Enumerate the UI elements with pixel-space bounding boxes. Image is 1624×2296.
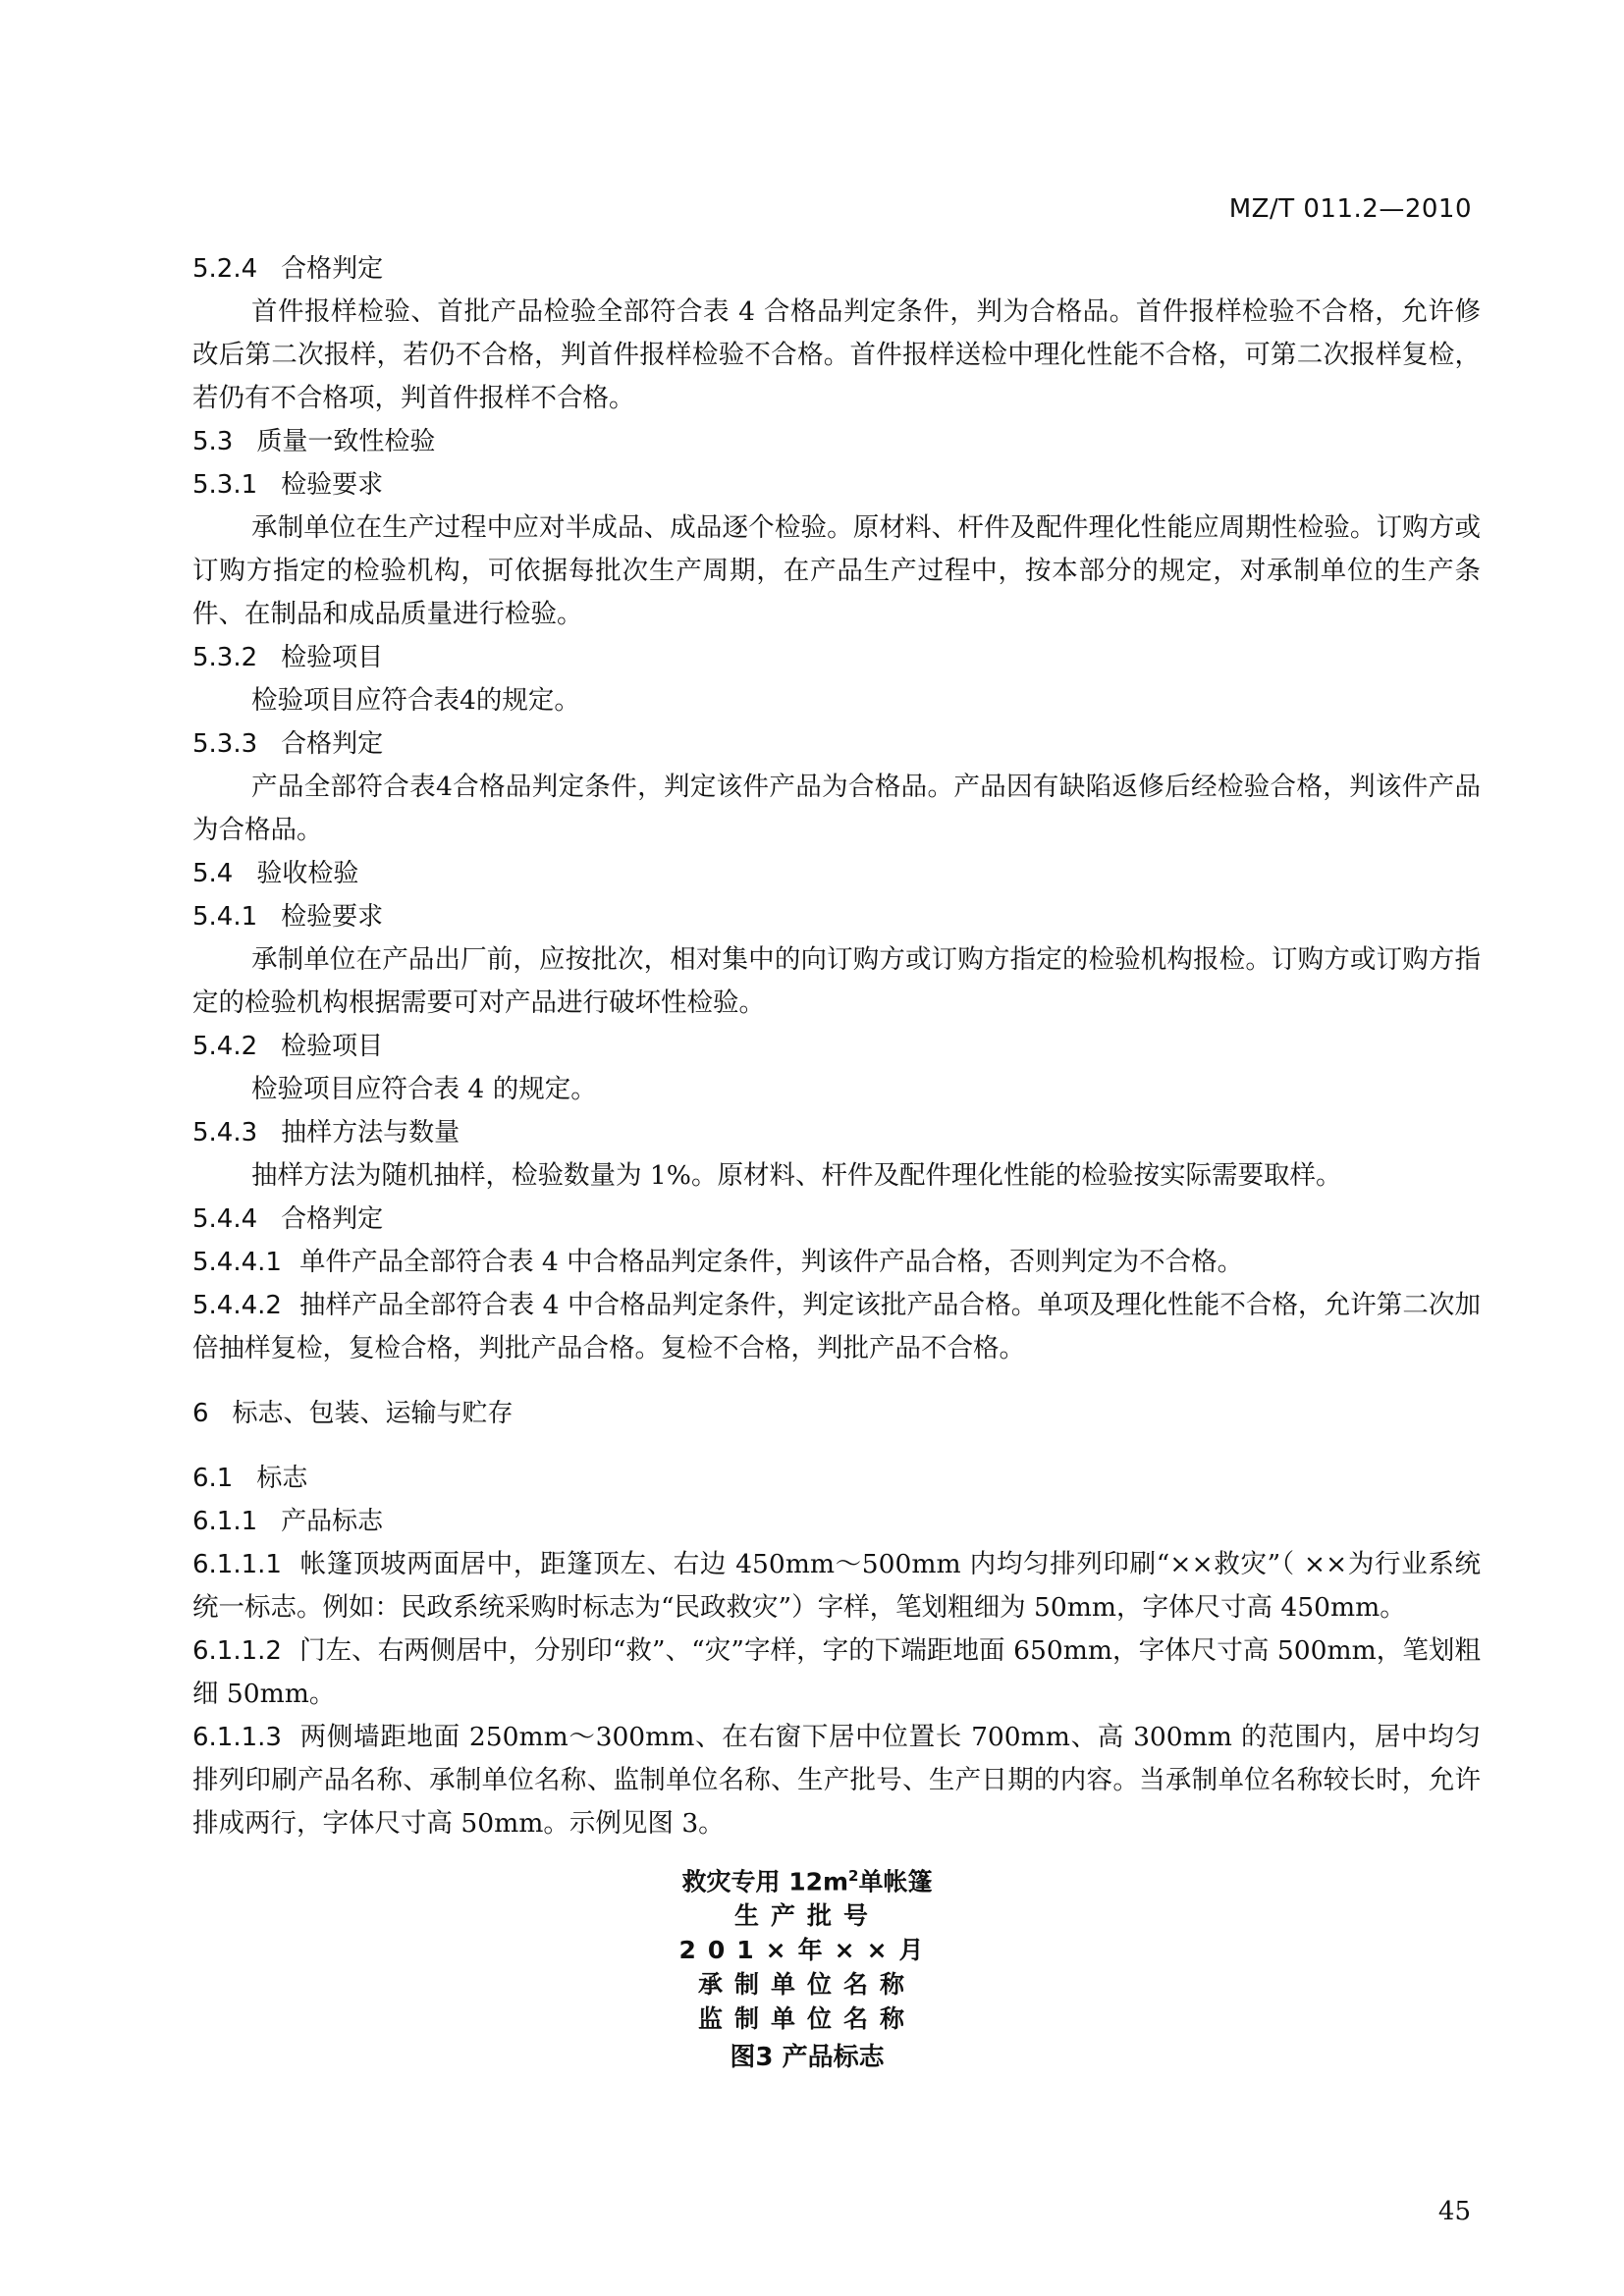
section-title: 检验要求 [281, 902, 384, 932]
document-code: MZ/T 011.2—2010 [1228, 194, 1472, 224]
paragraph-5-2-4: 首件报样检验、首批产品检验全部符合表 4 合格品判定条件，判为合格品。首件报样检验不合格，允许修改后第二次报样，若仍不合格，判首件报样检验不合格。首件报样送检中理化性能不合格，可第二次报样复检，若仍有不合格项，判首件报样不合格。 [192, 296, 1481, 413]
label-superscript: 2 [848, 1867, 859, 1885]
label-line-manufacturer: 承制单位名称 [697, 1970, 916, 2000]
heading-5-2-4 [192, 247, 1481, 291]
paragraph-5-4-2: 检验项目应符合表 4 的规定。 [251, 1074, 597, 1104]
section-number: 5.3 [192, 427, 234, 456]
section-title: 产品标志 [281, 1507, 384, 1536]
label-text: 单帐篷 [858, 1867, 933, 1896]
clause-number: 5.4.4.2 [192, 1291, 282, 1320]
heading-6-1-1 [192, 1500, 1481, 1543]
clause-text: 抽样产品全部符合表 4 中合格品判定条件，判定该批产品合格。单项及理化性能不合格，允许第二次加倍抽样复检，复检合格，判批产品合格。复检不合格，判批产品不合格。 [192, 1290, 1481, 1363]
product-label-figure [192, 1859, 1481, 2036]
clause-5-4-4-2 [192, 1284, 1481, 1370]
page-number: 45 [1437, 2197, 1471, 2226]
section-number: 5.2.4 [192, 254, 258, 284]
heading-5-3-2 [192, 636, 1481, 679]
heading-5-4 [192, 852, 1481, 895]
section-title: 标志 [256, 1464, 308, 1493]
paragraph-5-3-1: 承制单位在生产过程中应对半成品、成品逐个检验。原材料、杆件及配件理化性能应周期性检验。订购方或订购方指定的检验机构，可依据每批次生产周期，在产品生产过程中，按本部分的规定，对承制单位的生产条件、在制品和成品质量进行检验。 [192, 512, 1481, 629]
section-number: 5.4.1 [192, 902, 258, 932]
spacer [192, 1370, 1481, 1392]
label-line-batch-number: 生产批号 [733, 1901, 880, 1931]
section-number: 5.4.3 [192, 1118, 258, 1148]
section-title: 检验项目 [281, 1032, 384, 1061]
heading-5-4-4 [192, 1198, 1481, 1241]
paragraph-5-3-2: 检验项目应符合表4的规定。 [251, 685, 580, 716]
label-line-production-date: 201×年××月 [678, 1936, 936, 1965]
heading-5-4-3 [192, 1111, 1481, 1154]
paragraph-5-3-3: 产品全部符合表4合格品判定条件，判定该件产品为合格品。产品因有缺陷返修后经检验合格，判该件产品为合格品。 [192, 772, 1481, 845]
heading-5-4-1 [192, 895, 1481, 938]
section-number: 6.1.1 [192, 1507, 258, 1536]
clause-text: 单件产品全部符合表 4 中合格品判定条件，判该件产品合格，否则判定为不合格。 [298, 1247, 1244, 1277]
heading-5-3 [192, 420, 1481, 463]
heading-5-3-3 [192, 722, 1481, 766]
clause-number: 6.1.1.1 [192, 1550, 282, 1579]
section-title: 抽样方法与数量 [281, 1118, 460, 1148]
section-title: 合格判定 [281, 1204, 384, 1234]
section-number: 5.3.1 [192, 470, 258, 500]
clause-text: 帐篷顶坡两面居中，距篷顶左、右边 450mm～500mm 内均匀排列印刷“××救灾”（ ××为行业系统统一标志。例如：民政系统采购时标志为“民政救灾”）字样，笔划粗细为 50mm，字体尺寸高 450mm。 [192, 1549, 1481, 1623]
heading-6 [192, 1392, 1481, 1435]
clause-number: 5.4.4.1 [192, 1248, 282, 1277]
clause-text: 两侧墙距地面 250mm～300mm、在右窗下居中位置长 700mm、高 300mm 的范围内，居中均匀排列印刷产品名称、承制单位名称、监制单位名称、生产批号、生产日期的内容。当承制单位名称较长时，允许排成两行，字体尺寸高 50mm。示例见图 3。 [192, 1722, 1481, 1839]
document-body [192, 247, 1481, 2079]
section-number: 5.4 [192, 859, 234, 888]
label-line-product-name [192, 1859, 1422, 1898]
label-text: 救灾专用 12m [681, 1867, 849, 1896]
section-title: 合格判定 [281, 729, 384, 759]
paragraph-5-4-1: 承制单位在产品出厂前，应按批次，相对集中的向订购方或订购方指定的检验机构报检。订购方或订购方指定的检验机构根据需要可对产品进行破坏性检验。 [192, 944, 1481, 1018]
section-title: 检验项目 [281, 643, 384, 672]
clause-5-4-4-1 [192, 1241, 1481, 1284]
figure-caption: 图3 产品标志 [730, 2043, 885, 2073]
section-title: 检验要求 [281, 470, 384, 500]
clause-6-1-1-3 [192, 1716, 1481, 1845]
section-number: 5.4.4 [192, 1204, 258, 1234]
section-title: 验收检验 [256, 859, 359, 888]
heading-6-1 [192, 1457, 1481, 1500]
section-title: 质量一致性检验 [256, 427, 436, 456]
paragraph-5-4-3: 抽样方法为随机抽样，检验数量为 1%。原材料、杆件及配件理化性能的检验按实际需要取样。 [251, 1160, 1342, 1191]
section-number: 5.3.3 [192, 729, 258, 759]
heading-5-3-1 [192, 463, 1481, 507]
section-number: 6 [192, 1399, 209, 1428]
section-number: 6.1 [192, 1464, 234, 1493]
section-title: 合格判定 [281, 254, 384, 284]
spacer [192, 1435, 1481, 1457]
clause-number: 6.1.1.2 [192, 1636, 282, 1666]
clause-6-1-1-1 [192, 1543, 1481, 1629]
clause-6-1-1-2 [192, 1629, 1481, 1716]
section-number: 5.3.2 [192, 643, 258, 672]
clause-number: 6.1.1.3 [192, 1723, 282, 1752]
section-number: 5.4.2 [192, 1032, 258, 1061]
clause-text: 门左、右两侧居中，分别印“救”、“灾”字样，字的下端距地面 650mm，字体尺寸高 500mm，笔划粗细 50mm。 [192, 1635, 1481, 1709]
heading-5-4-2 [192, 1025, 1481, 1068]
label-line-supervisor: 监制单位名称 [697, 2004, 916, 2034]
section-title: 标志、包装、运输与贮存 [232, 1399, 514, 1428]
